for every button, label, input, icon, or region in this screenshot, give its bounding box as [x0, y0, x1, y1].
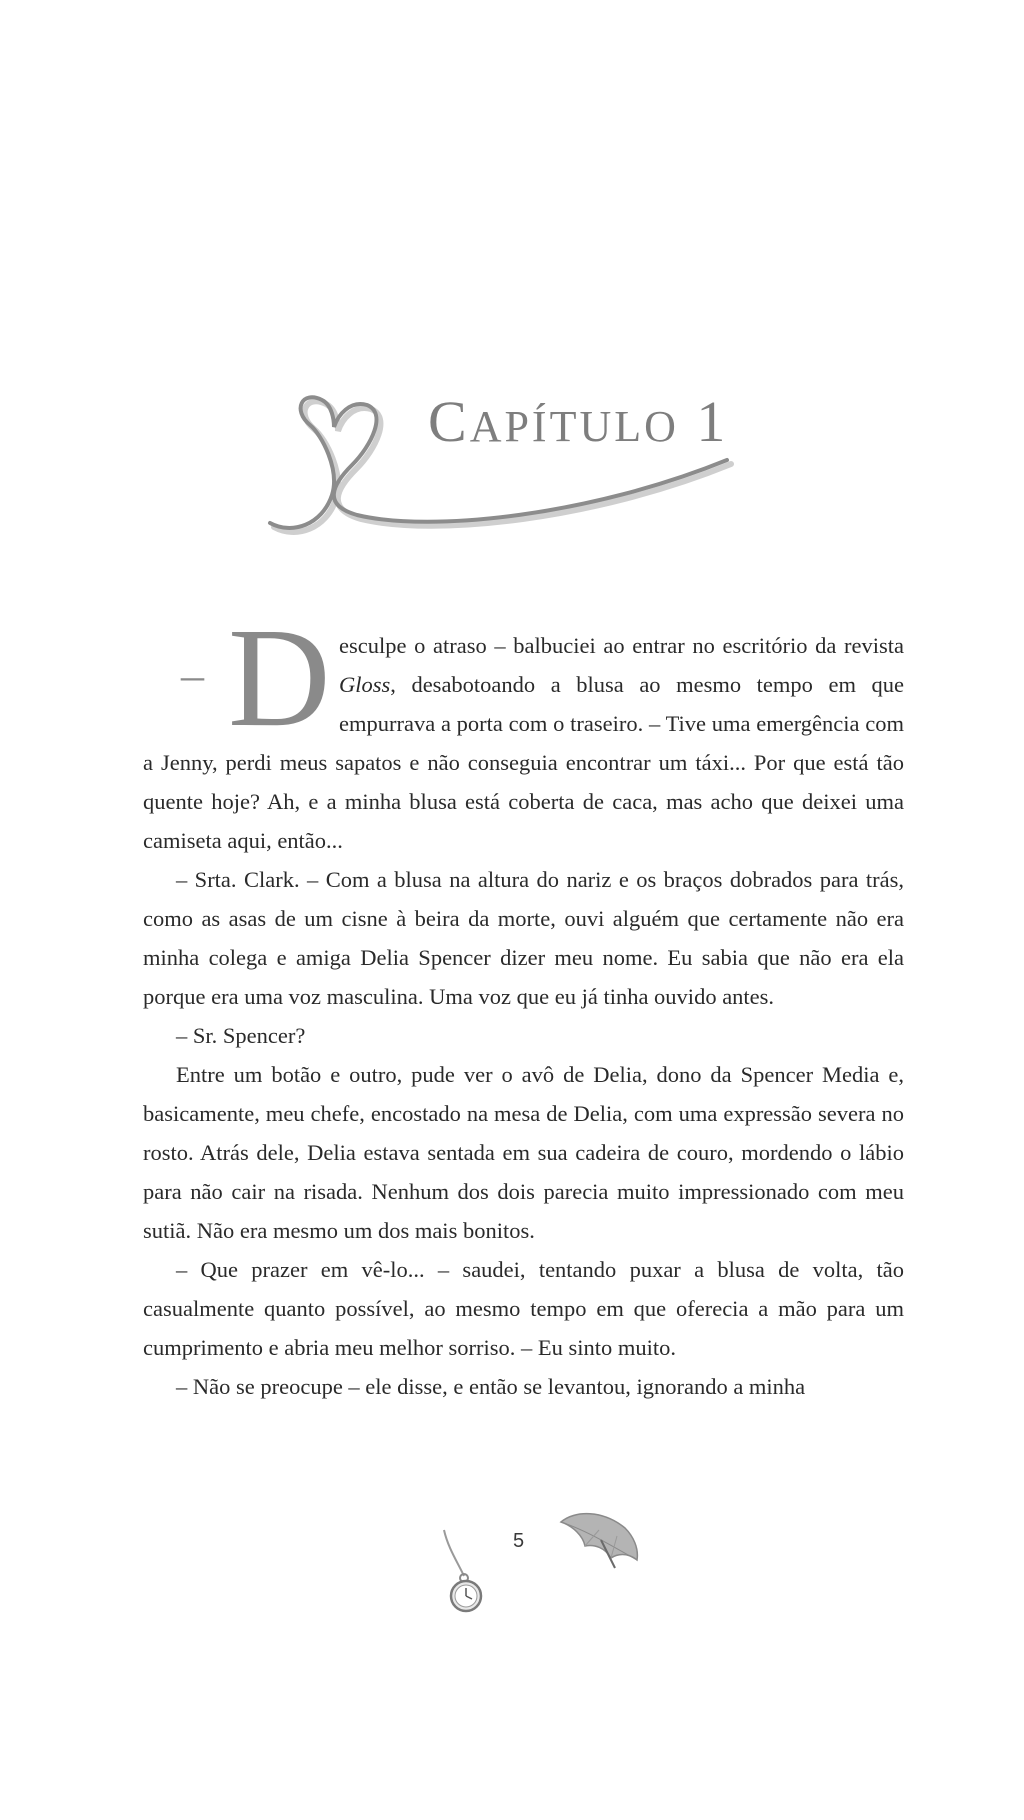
drop-cap: [143, 598, 339, 756]
paragraph-5: – Que prazer em vê-lo... – saudei, tentando puxar a blusa de volta, tão casualmente quanto possível, ao mesmo tempo em que oferecia a mão para um cumprimento e abria meu melhor sorriso. – Eu sinto muito.: [143, 1257, 904, 1360]
paragraph-4: Entre um botão e outro, pude ver o avô de Delia, dono da Spencer Media e, basicamente, meu chefe, encostado na mesa de Delia, com uma expressão severa no rosto. Atrás dele, Delia estava sentada em sua cadeira de couro, mordendo o lábio para não cair na risada. Nenhum dos dois parecia muito impressionado com meu sutiã. Não era mesmo um dos mais bonitos.: [143, 1062, 904, 1243]
pocket-watch-icon: [440, 1528, 490, 1613]
chapter-heading: [262, 375, 762, 555]
drop-cap-letter: D: [228, 598, 331, 756]
umbrella-icon: [555, 1508, 645, 1583]
magazine-title: Gloss: [339, 672, 391, 697]
paragraph-6: – Não se preocupe – ele disse, e então se levantou, ignorando a minha: [176, 1374, 806, 1399]
chapter-title: CAPÍTULO 1: [428, 389, 729, 454]
body-text: [143, 598, 904, 1406]
drop-cap-dash: –: [181, 649, 204, 700]
paragraph-3: – Sr. Spencer?: [176, 1023, 306, 1048]
page-number: 5: [513, 1530, 525, 1552]
paragraph-2: – Srta. Clark. – Com a blusa na altura do nariz e os braços dobrados para trás, como as asas de um cisne à beira da morte, ouvi alguém que certamente não era minha colega e amiga Delia Spencer dizer meu nome. Eu sabia que não era ela porque era uma voz masculina. Uma voz que eu já tinha ouvido antes.: [143, 867, 904, 1009]
page-footer: [440, 1500, 660, 1610]
paragraph-1: – D esculpe o atraso – balbuciei ao entrar no escritório da revista Gloss, desabotoando a blusa ao mesmo tempo em que empurrava a porta com o traseiro. – Tive uma emergência com a Jenny, perdi meus sapatos e não conseguia encontrar um táxi... Por que está tão quente hoje? Ah, e a minha blusa está coberta de caca, mas acho que deixei uma camiseta aqui, então...: [143, 598, 904, 853]
